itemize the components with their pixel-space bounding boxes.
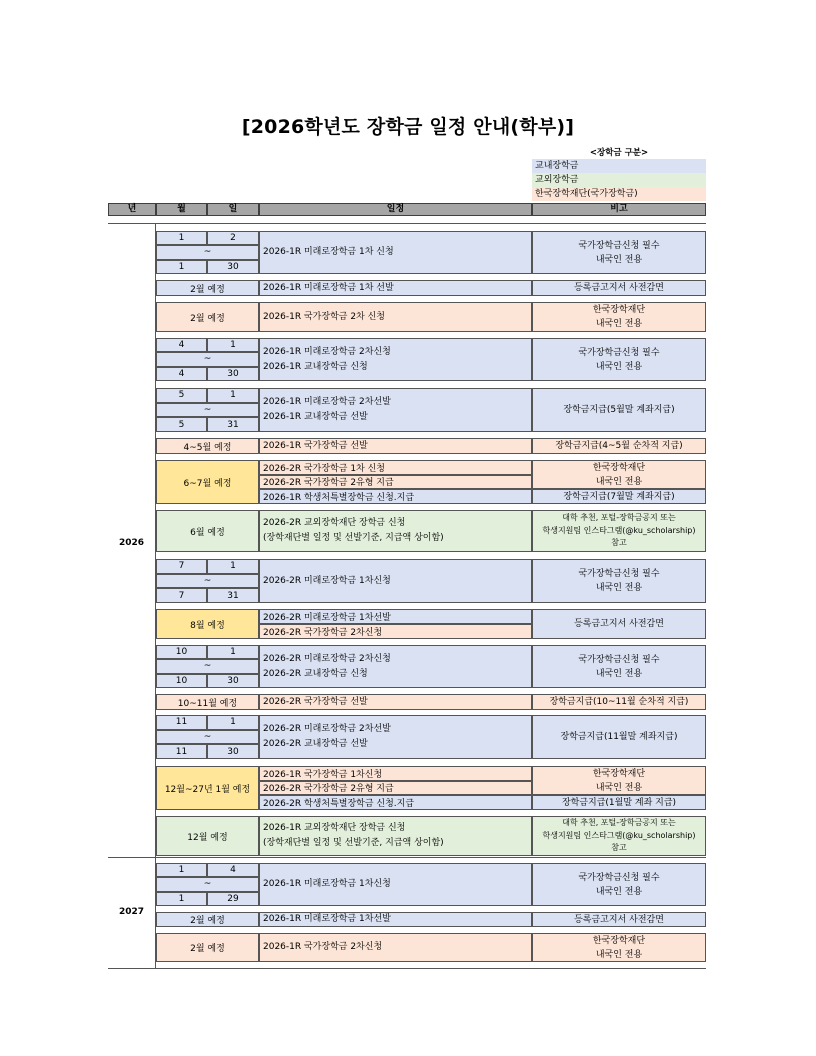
end-day: 31 <box>207 417 259 432</box>
event-line: 2026-2R 미래로장학금 1차신청 <box>263 575 391 586</box>
note-line: 등록금고지서 사전감면 <box>574 619 664 629</box>
schedule-event <box>259 438 532 454</box>
notes-cell <box>532 645 706 688</box>
note-line: 대학 추천, 포털-장학금공지 또는 <box>562 513 676 523</box>
start-month: 11 <box>156 715 207 730</box>
start-day: 4 <box>207 863 259 877</box>
note-line: 내국인 전용 <box>595 886 643 897</box>
notes-cell <box>532 460 706 489</box>
event-line: 2026-2R 교내장학금 선발 <box>263 739 368 749</box>
divider <box>108 968 706 969</box>
period-label: 2월 예정 <box>156 302 259 332</box>
event-line: 2026-1R 국가장학금 선발 <box>263 440 368 451</box>
schedule-event: 2026-2R 국가장학금 2차신청 <box>259 624 532 639</box>
range-tilde: ~ <box>156 352 259 366</box>
end-day: 29 <box>207 892 259 906</box>
schedule-event <box>259 645 532 688</box>
divider <box>108 223 706 224</box>
event-line: 2026-2R 교내장학금 신청 <box>263 668 368 679</box>
schedule-event <box>259 231 532 274</box>
schedule-event: 2026-2R 국가장학금 1차 신청 <box>259 460 532 475</box>
schedule-event: 2026-2R 학생처특별장학금 신청.지급 <box>259 795 532 810</box>
notes-cell <box>532 231 706 274</box>
start-day: 1 <box>207 715 259 730</box>
period-label: 2월 예정 <box>156 912 259 927</box>
start-month: 7 <box>156 559 207 574</box>
notes-cell <box>532 715 706 759</box>
note-line: 등록금고지서 사전감면 <box>574 914 664 925</box>
period-label: 2월 예정 <box>156 933 259 962</box>
notes-cell <box>532 510 706 552</box>
event-line: 2026-2R 교외장학재단 장학금 신청 <box>263 518 406 528</box>
legend-item-national: 한국장학재단(국가장학금) <box>532 187 706 201</box>
event-line: (장학재단별 일정 및 선발기준, 지급액 상이함) <box>263 533 444 543</box>
end-month: 7 <box>156 588 207 603</box>
event-line: 2026-1R 국가장학금 2차 신청 <box>263 311 385 322</box>
notes-cell <box>532 933 706 962</box>
note-line: 국가장학금신청 필수 <box>578 569 660 579</box>
schedule-event <box>259 816 532 856</box>
period-label: 2월 예정 <box>156 280 259 296</box>
note-line: 내국인 전용 <box>595 583 643 593</box>
end-day: 30 <box>207 744 259 759</box>
note-line: 내국인 전용 <box>595 476 643 487</box>
start-day: 1 <box>207 338 259 352</box>
event-line: 2026-1R 국가장학금 2차신청 <box>263 942 383 952</box>
schedule-event: 2026-2R 국가장학금 2유형 지급 <box>259 781 532 796</box>
end-day: 30 <box>207 674 259 688</box>
note-line: 한국장학재단 <box>592 462 646 473</box>
start-day: 2 <box>207 231 259 245</box>
schedule-event <box>259 715 532 759</box>
notes-cell <box>532 912 706 927</box>
start-day: 1 <box>207 559 259 574</box>
period-label: 4~5월 예정 <box>156 438 259 454</box>
note-line: 등록금고지서 사전감면 <box>574 283 664 293</box>
period-label: 6~7월 예정 <box>156 460 259 504</box>
notes-cell <box>532 489 706 504</box>
period-label: 12월 예정 <box>156 816 259 856</box>
note-line: 한국장학재단 <box>592 768 646 779</box>
event-line: (장학재단별 일정 및 선발기준, 지급액 상이함) <box>263 838 444 848</box>
event-line: 2026-1R 교외장학재단 장학금 신청 <box>263 823 406 833</box>
notes-cell <box>532 816 706 856</box>
event-line: 2026-1R 교내장학금 선발 <box>263 412 368 422</box>
note-line: 장학금지급(5월말 계좌지급) <box>563 405 675 415</box>
range-tilde: ~ <box>156 245 259 259</box>
notes-cell <box>532 280 706 296</box>
note-line: 장학금지급(4~5월 순차적 지급) <box>555 441 683 451</box>
divider <box>108 857 706 858</box>
schedule-event <box>259 510 532 552</box>
legend-item-external: 교외장학금 <box>532 173 706 187</box>
legend-title: <장학금 구분> <box>589 148 649 158</box>
start-day: 1 <box>207 388 259 403</box>
note-line: 내국인 전용 <box>595 361 643 372</box>
range-tilde: ~ <box>156 659 259 673</box>
notes-cell <box>532 388 706 432</box>
end-month: 1 <box>156 892 207 906</box>
note-line: 국가장학금신청 필수 <box>578 347 660 358</box>
schedule-event <box>259 559 532 603</box>
period-label: 6월 예정 <box>156 510 259 552</box>
schedule-event <box>259 388 532 432</box>
schedule-event: 2026-1R 국가장학금 1차신청 <box>259 766 532 781</box>
end-month: 1 <box>156 260 207 274</box>
end-day: 30 <box>207 367 259 381</box>
end-month: 4 <box>156 367 207 381</box>
year-label-2027: 2027 <box>118 907 145 917</box>
range-tilde: ~ <box>156 403 259 418</box>
note-line: 참고 <box>611 843 627 853</box>
note-line: 국가장학금신청 필수 <box>578 240 660 251</box>
schedule-event <box>259 912 532 927</box>
schedule-event <box>259 302 532 332</box>
header-notes: 비고 <box>532 203 706 216</box>
note-line: 한국장학재단 <box>592 305 646 315</box>
end-month: 10 <box>156 674 207 688</box>
period-label: 12월~27년 1월 예정 <box>156 766 259 810</box>
schedule-event: 2026-2R 국가장학금 2유형 지급 <box>259 475 532 490</box>
note-line: 장학금지급(11월말 계좌지급) <box>560 732 678 742</box>
notes-cell <box>532 338 706 381</box>
start-month: 1 <box>156 863 207 877</box>
event-line: 2026-2R 미래로장학금 2차선발 <box>263 724 391 734</box>
start-month: 10 <box>156 645 207 659</box>
event-line: 2026-2R 미래로장학금 2차신청 <box>263 653 391 664</box>
start-month: 5 <box>156 388 207 403</box>
page-title: [2026학년도 장학금 일정 안내(학부)] <box>241 116 575 138</box>
note-line: 국가장학금신청 필수 <box>578 654 660 665</box>
range-tilde: ~ <box>156 574 259 589</box>
note-line: 내국인 전용 <box>595 949 643 960</box>
schedule-event <box>259 933 532 962</box>
end-month: 11 <box>156 744 207 759</box>
schedule-event <box>259 863 532 906</box>
start-month: 1 <box>156 231 207 245</box>
header-schedule: 일정 <box>259 203 532 216</box>
schedule-event <box>259 338 532 381</box>
note-line: 내국인 전용 <box>595 254 643 265</box>
schedule-event: 2026-1R 학생처특별장학금 신청.지급 <box>259 489 532 504</box>
notes-cell <box>532 609 706 639</box>
header-day: 일 <box>207 203 259 216</box>
note-line: 내국인 전용 <box>595 319 643 329</box>
notes-cell <box>532 559 706 603</box>
start-month: 4 <box>156 338 207 352</box>
note-line: 내국인 전용 <box>595 668 643 679</box>
note-line: 장학금지급(7월말 계좌지급) <box>563 491 675 502</box>
end-month: 5 <box>156 417 207 432</box>
end-day: 31 <box>207 588 259 603</box>
range-tilde: ~ <box>156 730 259 745</box>
event-line: 2026-1R 미래로장학금 2차선발 <box>263 397 391 407</box>
notes-cell <box>532 438 706 454</box>
end-day: 30 <box>207 260 259 274</box>
notes-cell <box>532 766 706 795</box>
start-day: 1 <box>207 645 259 659</box>
note-line: 장학금지급(1월말 계좌 지급) <box>561 797 677 808</box>
note-line: 참고 <box>611 538 627 548</box>
event-line: 2026-2R 국가장학금 선발 <box>263 696 368 707</box>
header-year: 년 <box>108 203 156 216</box>
notes-cell <box>532 694 706 710</box>
schedule-event: 2026-2R 미래로장학금 1차선발 <box>259 609 532 624</box>
period-label: 8월 예정 <box>156 609 259 639</box>
period-label: 10~11월 예정 <box>156 694 259 710</box>
note-line: 국가장학금신청 필수 <box>578 872 660 883</box>
event-line: 2026-1R 교내장학금 신청 <box>263 361 368 372</box>
note-line: 한국장학재단 <box>592 935 646 946</box>
event-line: 2026-1R 미래로장학금 1차 신청 <box>263 247 394 257</box>
event-line: 2026-1R 미래로장학금 1차선발 <box>263 914 391 924</box>
schedule-event <box>259 280 532 296</box>
notes-cell <box>532 302 706 332</box>
schedule-event <box>259 694 532 710</box>
note-line: 학생지원팀 인스타그램(@ku_scholarship) <box>542 830 696 840</box>
event-line: 2026-1R 미래로장학금 1차 선발 <box>263 282 394 293</box>
range-tilde: ~ <box>156 877 259 891</box>
note-line: 내국인 전용 <box>595 782 643 793</box>
legend-item-internal: 교내장학금 <box>532 159 706 173</box>
header-month: 월 <box>156 203 207 216</box>
event-line: 2026-1R 미래로장학금 2차신청 <box>263 346 391 357</box>
note-line: 대학 추천, 포털-장학금공지 또는 <box>562 818 676 828</box>
note-line: 학생지원팀 인스타그램(@ku_scholarship) <box>542 525 696 535</box>
notes-cell <box>532 795 706 810</box>
note-line: 장학금지급(10~11월 순차적 지급) <box>549 697 689 707</box>
year-label-2026: 2026 <box>118 538 145 548</box>
event-line: 2026-1R 미래로장학금 1차신청 <box>263 879 391 889</box>
notes-cell <box>532 863 706 906</box>
